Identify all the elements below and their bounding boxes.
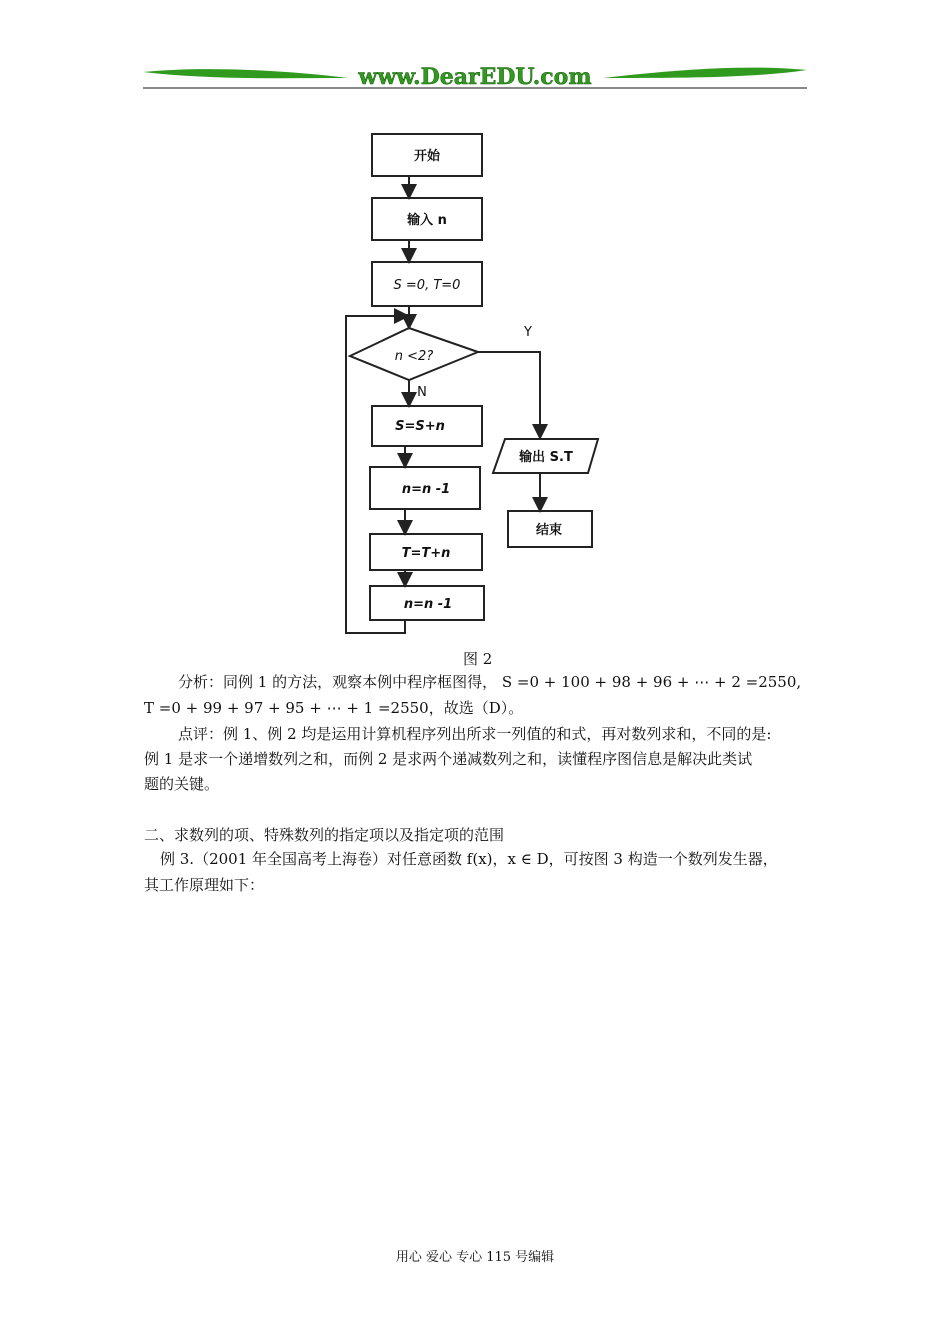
- left-leaf-swoosh: [143, 69, 348, 78]
- end-label: 结束: [535, 523, 563, 538]
- page-footer: 用心 爱心 专心 115 号编辑: [395, 1250, 555, 1265]
- right-leaf-swoosh: [603, 68, 807, 78]
- site-header: [143, 64, 807, 92]
- step4-label: n=n -1: [403, 597, 453, 612]
- condition-label: n <2?: [394, 349, 434, 364]
- analysis-line-1: 分析：同例 1 的方法，观察本例中程序框图得， S =0 + 100 + 98 + 96 + ⋯ + 2 =2550,: [178, 673, 802, 691]
- section-heading: 二、求数列的项、特殊数列的指定项以及指定项的范围: [144, 826, 505, 844]
- comment-line-1: 点评：例 1、例 2 均是运用计算机程序列出所求一列值的和式，再对数列求和，不同的是:: [178, 725, 772, 743]
- site-title: www.DearEDU.com: [358, 64, 592, 90]
- comment-line-3: 题的关键。: [144, 775, 220, 793]
- example-line-2: 其工作原理如下：: [144, 876, 265, 894]
- yes-arrow: [478, 352, 540, 436]
- comment-line-2: 例 1 是求一个递增数列之和，而例 2 是求两个递减数列之和，读懂程序图信息是解决此类试: [144, 750, 753, 768]
- example-line-1: 例 3.（2001 年全国高考上海卷）对任意函数 f(x)，x ∈ D，可按图 3 构造一个数列发生器，: [160, 850, 778, 868]
- flowchart: [330, 128, 640, 638]
- analysis-line-2: T =0 + 99 + 97 + 95 + ⋯ + 1 =2550，故选（D）。: [144, 699, 524, 717]
- step3-label: T=T+n: [401, 546, 451, 561]
- step2-label: n=n -1: [401, 482, 451, 497]
- yes-label: Y: [524, 325, 532, 340]
- step1-label: S=S+n: [395, 419, 445, 434]
- init-label: S =0, T=0: [393, 278, 461, 293]
- start-label: 开始: [413, 149, 441, 164]
- output-label: 输出 S.T: [519, 450, 573, 465]
- figure-caption: 图 2: [463, 650, 493, 668]
- no-label: N: [417, 385, 427, 400]
- header-banner: [143, 64, 807, 92]
- input-label: 输入 n: [407, 213, 447, 228]
